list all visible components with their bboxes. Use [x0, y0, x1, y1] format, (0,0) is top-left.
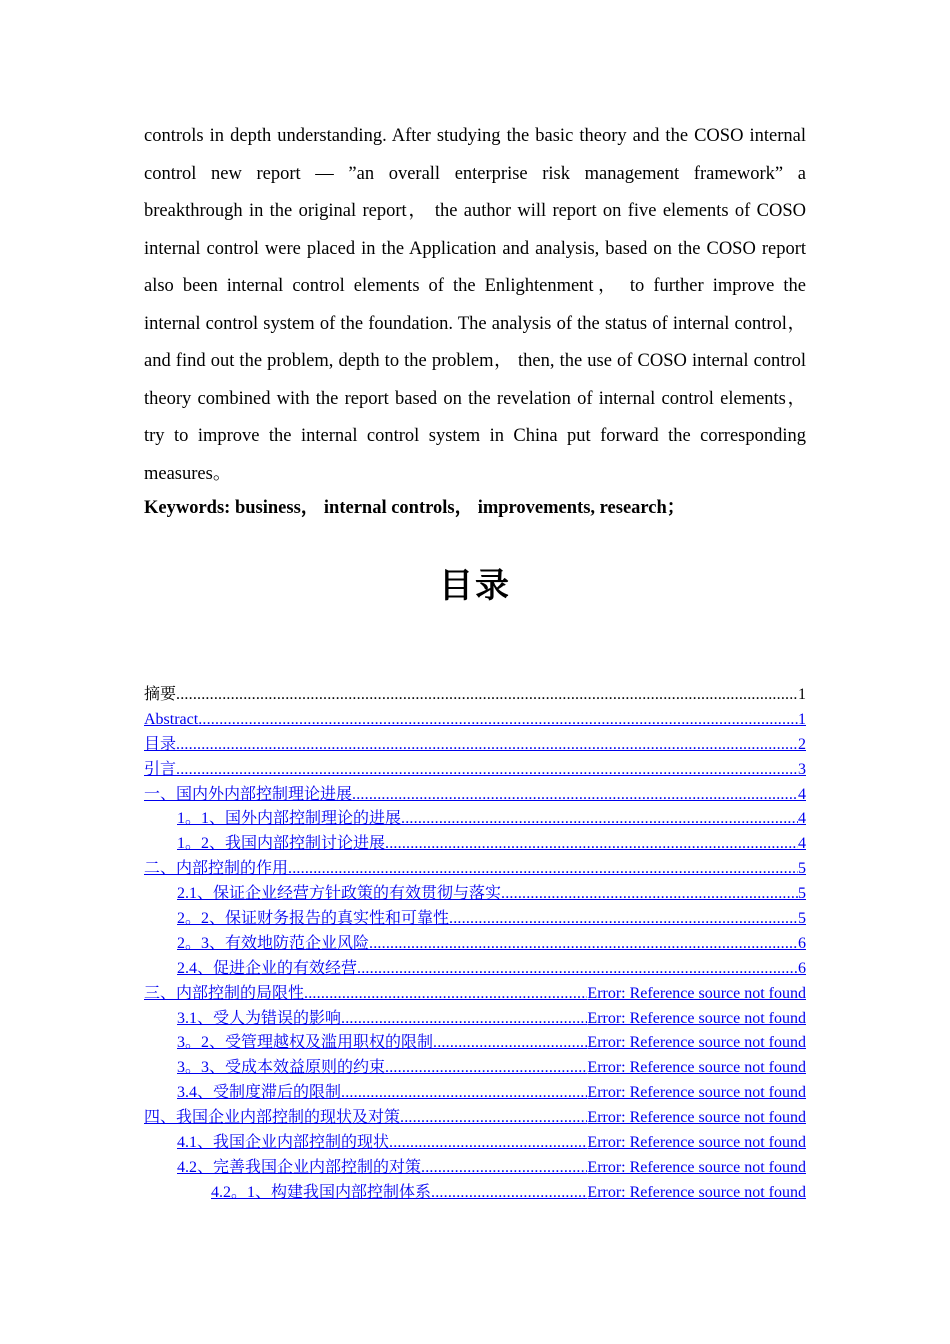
- toc-entry-title: 目录: [144, 735, 177, 753]
- toc-entry-title: 2。3、有效地防范企业风险: [177, 934, 370, 952]
- toc-entry-title: 摘要: [144, 686, 177, 703]
- toc-dot-leader: [176, 683, 798, 708]
- toc-entry-title: 4.1、我国企业内部控制的现状: [177, 1134, 390, 1152]
- toc-entry-page: 4: [798, 810, 806, 828]
- toc-entry-title: 2.1、保证企业经营方针政策的有效贯彻与落实: [177, 885, 502, 903]
- toc-dot-leader: [431, 1181, 587, 1206]
- toc-entry[interactable]: [144, 832, 806, 857]
- toc-dot-leader: [385, 1056, 587, 1081]
- toc-entry-page: Error: Reference source not found: [587, 1034, 806, 1052]
- toc-entry-page: 4: [798, 835, 806, 853]
- toc-entry-title: 4.2、完善我国企业内部控制的对策: [177, 1158, 422, 1176]
- toc-dot-leader: [400, 1106, 587, 1131]
- toc-dot-leader: [401, 807, 798, 832]
- toc-entry[interactable]: [144, 733, 806, 758]
- keywords-line: Keywords: business， internal controls， improvements, research；: [144, 498, 686, 518]
- toc-entry-title: 2.4、促进企业的有效经营: [177, 959, 358, 977]
- toc-entry-page: 2: [798, 735, 806, 753]
- toc-entry-page: 5: [798, 885, 806, 903]
- toc-heading: 目录: [439, 566, 511, 606]
- toc-entry-page: Error: Reference source not found: [587, 1059, 806, 1077]
- toc-dot-leader: [369, 932, 798, 957]
- toc-dot-leader: [352, 783, 798, 808]
- toc-dot-leader: [449, 907, 798, 932]
- toc-entry-title: 3。3、受成本效益原则的约束: [177, 1059, 386, 1077]
- toc-entry[interactable]: [144, 1156, 806, 1181]
- toc-dot-leader: [357, 957, 798, 982]
- toc-entry-page: 1: [798, 710, 806, 728]
- abstract-body: [144, 118, 806, 493]
- table-of-contents: [144, 683, 806, 1206]
- toc-entry[interactable]: [144, 1131, 806, 1156]
- toc-entry-title: Abstract: [144, 710, 199, 728]
- toc-entry-page: 5: [798, 860, 806, 878]
- toc-entry-title: 3.1、受人为错误的影响: [177, 1009, 342, 1027]
- toc-dot-leader: [288, 857, 798, 882]
- toc-dot-leader: [341, 1081, 587, 1106]
- toc-entry-title: 四、我国企业内部控制的现状及对策: [144, 1109, 401, 1127]
- toc-entry-page: Error: Reference source not found: [587, 1084, 806, 1102]
- toc-dot-leader: [198, 708, 798, 733]
- toc-entry[interactable]: [144, 758, 806, 783]
- toc-entry[interactable]: [144, 807, 806, 832]
- toc-dot-leader: [176, 733, 798, 758]
- toc-dot-leader: [304, 982, 587, 1007]
- toc-entry-page: 1: [798, 686, 806, 703]
- toc-dot-leader: [433, 1031, 587, 1056]
- toc-entry[interactable]: [144, 1031, 806, 1056]
- toc-entry-title: 一、国内外内部控制理论进展: [144, 785, 353, 803]
- toc-entry-page: Error: Reference source not found: [587, 984, 806, 1002]
- toc-entry[interactable]: [144, 932, 806, 957]
- toc-entry-title: 1。1、国外内部控制理论的进展: [177, 810, 402, 828]
- toc-dot-leader: [389, 1131, 587, 1156]
- toc-entry[interactable]: [144, 1081, 806, 1106]
- toc-entry-title: 二、内部控制的作用: [144, 860, 289, 878]
- toc-dot-leader: [421, 1156, 587, 1181]
- toc-entry: [144, 683, 806, 708]
- toc-entry[interactable]: [144, 982, 806, 1007]
- toc-entry-page: Error: Reference source not found: [587, 1109, 806, 1127]
- toc-entry[interactable]: [144, 1007, 806, 1032]
- toc-entry[interactable]: [144, 708, 806, 733]
- toc-entry-page: 5: [798, 910, 806, 928]
- toc-entry-title: 4.2。1、构建我国内部控制体系: [211, 1183, 432, 1201]
- toc-entry[interactable]: [144, 1056, 806, 1081]
- toc-dot-leader: [176, 758, 798, 783]
- toc-entry[interactable]: [144, 857, 806, 882]
- toc-entry[interactable]: [144, 1181, 806, 1206]
- toc-entry-title: 3.4、受制度滞后的限制: [177, 1084, 342, 1102]
- abstract-paragraph: controls in depth understanding. After studying the basic theory and the COSO internal control new report — ”an overall enterprise risk management framework” a breakthrough in the original report， the author will report on five elements of COSO internal control were placed in the Application and analysis, based on the COSO report also been internal control elements of the Enlightenment， to further improve the internal control system of the foundation. The analysis of the status of internal control， and find out the problem, depth to the problem， then, the use of COSO internal control theory combined with the report based on the revelation of internal control elements， try to improve the internal control system in China put forward the corresponding measures。: [144, 126, 806, 484]
- toc-dot-leader: [501, 882, 798, 907]
- toc-dot-leader: [385, 832, 798, 857]
- toc-entry-page: Error: Reference source not found: [587, 1158, 806, 1176]
- toc-entry-page: Error: Reference source not found: [587, 1134, 806, 1152]
- toc-entry[interactable]: [144, 783, 806, 808]
- toc-entry-page: Error: Reference source not found: [587, 1183, 806, 1201]
- toc-entry[interactable]: [144, 882, 806, 907]
- toc-entry-title: 1。2、我国内部控制讨论进展: [177, 835, 386, 853]
- toc-entry-title: 3。2、受管理越权及滥用职权的限制: [177, 1034, 434, 1052]
- toc-entry-page: 6: [798, 959, 806, 977]
- toc-entry-title: 2。2、保证财务报告的真实性和可靠性: [177, 910, 450, 928]
- toc-entry-page: Error: Reference source not found: [587, 1009, 806, 1027]
- toc-entry-title: 三、内部控制的局限性: [144, 984, 305, 1002]
- toc-entry-page: 6: [798, 934, 806, 952]
- toc-entry[interactable]: [144, 1106, 806, 1131]
- toc-dot-leader: [341, 1007, 587, 1032]
- toc-entry-page: 3: [798, 760, 806, 778]
- toc-entry-title: 引言: [144, 760, 177, 778]
- toc-entry[interactable]: [144, 907, 806, 932]
- toc-entry-page: 4: [798, 785, 806, 803]
- toc-entry[interactable]: [144, 957, 806, 982]
